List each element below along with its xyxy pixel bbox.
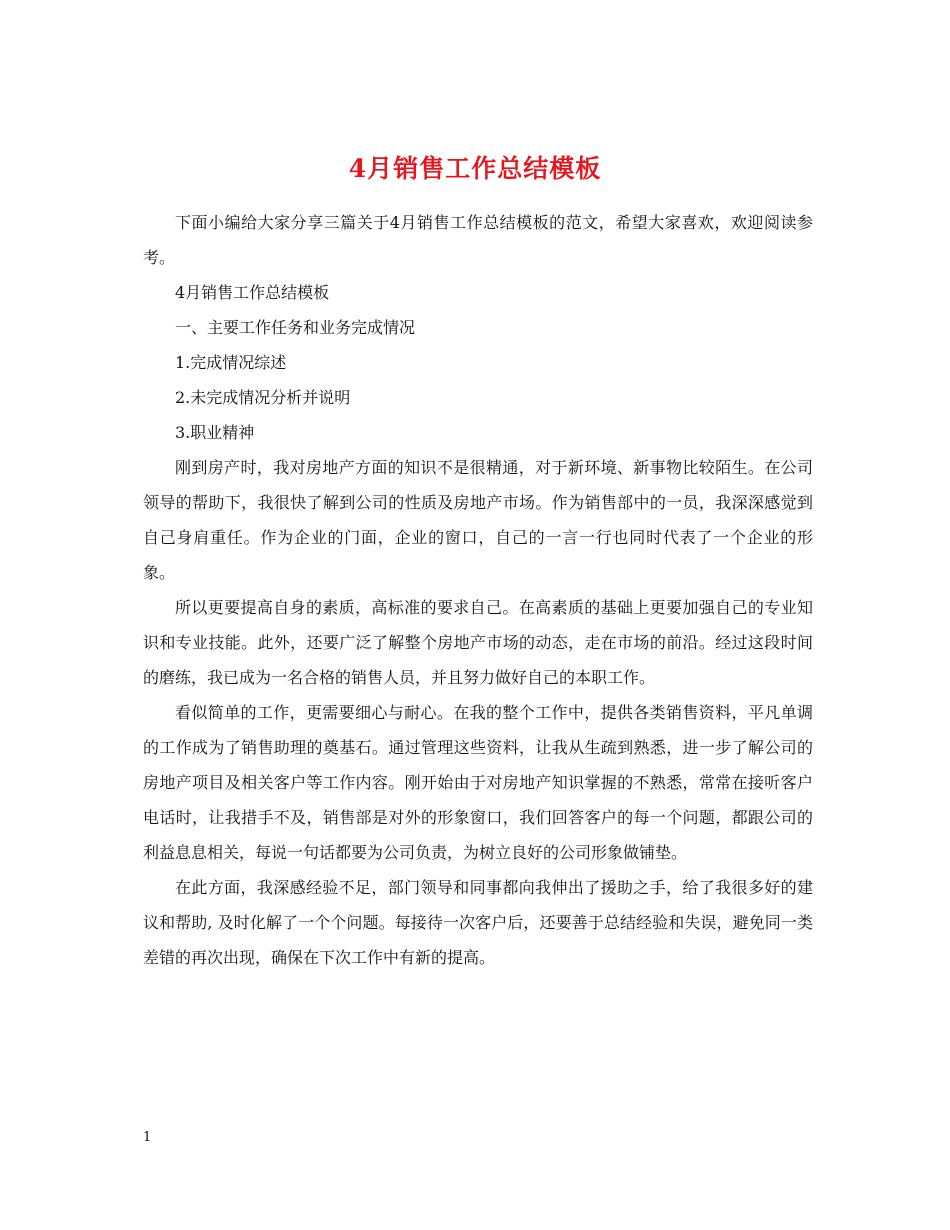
list-item: 1.完成情况综述 — [175, 353, 287, 372]
paragraph: 所以更要提高自身的素质，高标准的要求自己。在高素质的基础上更要加强自己的专业知识和专业技能。此外，还要广泛了解整个房地产市场的动态，走在市场的前沿。经过这段时间的磨练，我已成为一名合格的销售人员，并且努力做好自己的本职工作。 — [143, 598, 813, 687]
document-title: 4月销售工作总结模板 — [348, 153, 602, 183]
document-body — [143, 205, 813, 975]
paragraph: 刚到房产时，我对房地产方面的知识不是很精通，对于新环境、新事物比较陌生。在公司领导的帮助下，我很快了解到公司的性质及房地产市场。作为销售部中的一员，我深深感觉到自己身肩重任。作为企业的门面，企业的窗口，自己的一言一行也同时代表了一个企业的形象。 — [143, 458, 813, 582]
paragraph-subtitle: 4月销售工作总结模板 — [175, 283, 330, 302]
page-number: 1 — [143, 1130, 152, 1145]
paragraph: 看似简单的工作，更需要细心与耐心。在我的整个工作中，提供各类销售资料，平凡单调的工作成为了销售助理的奠基石。通过管理这些资料，让我从生疏到熟悉，进一步了解公司的房地产项目及相关客户等工作内容。刚开始由于对房地产知识掌握的不熟悉，常常在接听客户电话时，让我措手不及，销售部是对外的形象窗口，我们回答客户的每一个问题，都跟公司的利益息息相关，每说一句话都要为公司负责，为树立良好的公司形象做铺垫。 — [143, 703, 813, 862]
section-heading: 一、主要工作任务和业务完成情况 — [175, 318, 416, 337]
list-item: 3.职业精神 — [175, 423, 255, 442]
list-item: 2.未完成情况分析并说明 — [175, 388, 351, 407]
paragraph: 在此方面，我深感经验不足，部门领导和同事都向我伸出了援助之手，给了我很多好的建议和帮助, 及时化解了一个个问题。每接待一次客户后，还要善于总结经验和失误，避免同一类差错的再次出现，确保在下次工作中有新的提高。 — [143, 878, 813, 967]
paragraph-intro: 下面小编给大家分享三篇关于4月销售工作总结模板的范文，希望大家喜欢，欢迎阅读参考。 — [143, 213, 813, 267]
